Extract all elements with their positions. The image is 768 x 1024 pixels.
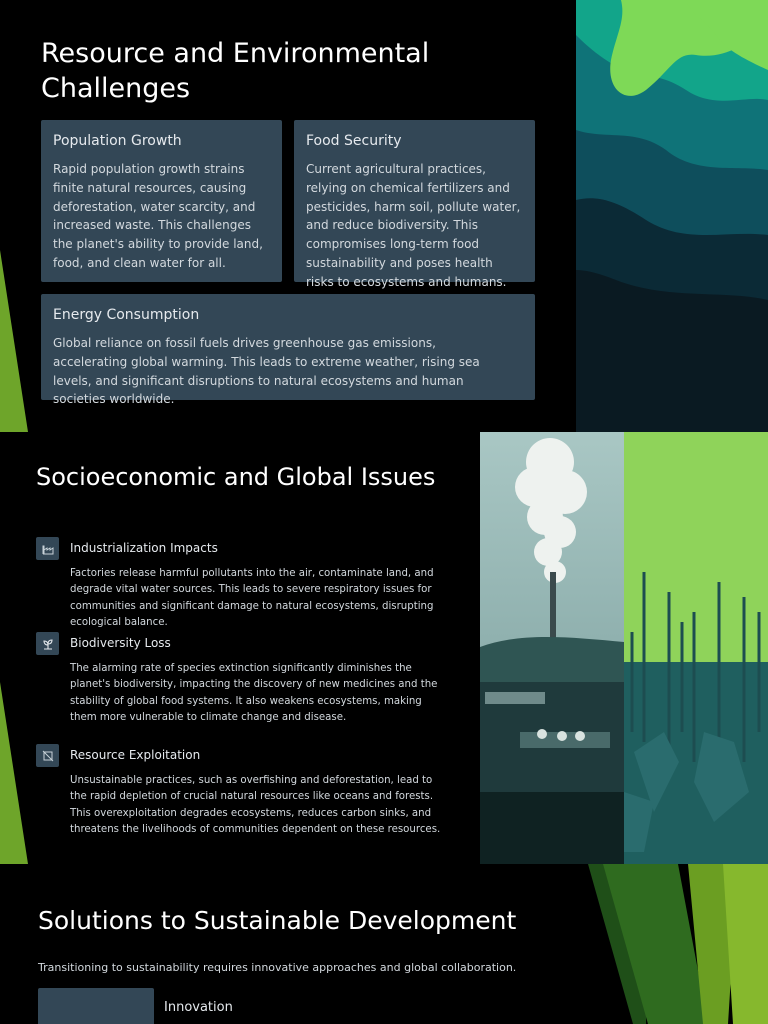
card-heading: Population Growth (53, 133, 182, 149)
smokestack-photo (480, 432, 624, 864)
issue-heading: Resource Exploitation (70, 748, 201, 762)
issue-body: Factories release harmful pollutants into the air, contaminate land, and degrade vital water sources. This leads to severe respiratory issues for communities and significant damage to natural ecosystems, disrupting ecological balance. (70, 568, 434, 629)
card-body: Current agricultural practices, relying on chemical fertilizers and pesticides, harm soil, pollute water, and reduce biodiversity. This compromises long-term food sustainability and poses health risks to ecosystems and humans. (306, 162, 521, 289)
socioeconomic-issues-slide (0, 432, 768, 864)
food-security-card (294, 120, 535, 289)
page-title: Resource and Environmental Challenges (41, 38, 430, 104)
card-body: Global reliance on fossil fuels drives greenhouse gas emissions, accelerating global warming. This leads to extreme weather, rising sea levels, and significant disruptions to natural ecosystems and human societies worldwide. (53, 336, 480, 407)
card-body: Rapid population growth strains finite natural resources, causing deforestation, water scarcity, and increased waste. This challenges the planet's ability to provide land, food, and clean water for all. (53, 162, 263, 270)
section-title: Socioeconomic and Global Issues (36, 463, 436, 491)
section-intro: Transitioning to sustainability requires innovative approaches and global collaboration. (38, 961, 517, 974)
solutions-slide (0, 864, 768, 1024)
dead-forest-photo (624, 432, 768, 864)
card-heading: Energy Consumption (53, 307, 200, 323)
population-growth-card (41, 120, 282, 282)
decorative-green-shards (588, 864, 768, 1024)
energy-consumption-card (41, 294, 535, 407)
decorative-green-sliver (0, 250, 30, 432)
sprout-icon (36, 632, 59, 655)
decorative-wave-art (576, 0, 768, 432)
issue-heading: Biodiversity Loss (70, 636, 171, 650)
issue-body: The alarming rate of species extinction significantly diminishes the planet's biodiversity, impacting the discovery of new medicines and the stability of global food systems. It also weakens ecosystems, making them more vulnerable to climate change and disease. (70, 663, 438, 724)
issue-body: Unsustainable practices, such as overfishing and deforestation, lead to the rapid depletion of crucial natural resources like oceans and forests. This overexploitation degrades ecosystems, reduces carbon sinks, and threatens the livelihoods of communities dependent on these resources. (70, 775, 441, 836)
innovation-label: Innovation (164, 1000, 233, 1015)
no-resource-icon (36, 744, 59, 767)
factory-icon (36, 537, 59, 560)
section-title: Solutions to Sustainable Development (38, 906, 517, 935)
issue-heading: Industrialization Impacts (70, 541, 218, 555)
resource-challenges-slide (0, 0, 768, 432)
card-heading: Food Security (306, 133, 402, 149)
innovation-icon-box (38, 988, 154, 1024)
decorative-green-sliver (0, 682, 30, 864)
